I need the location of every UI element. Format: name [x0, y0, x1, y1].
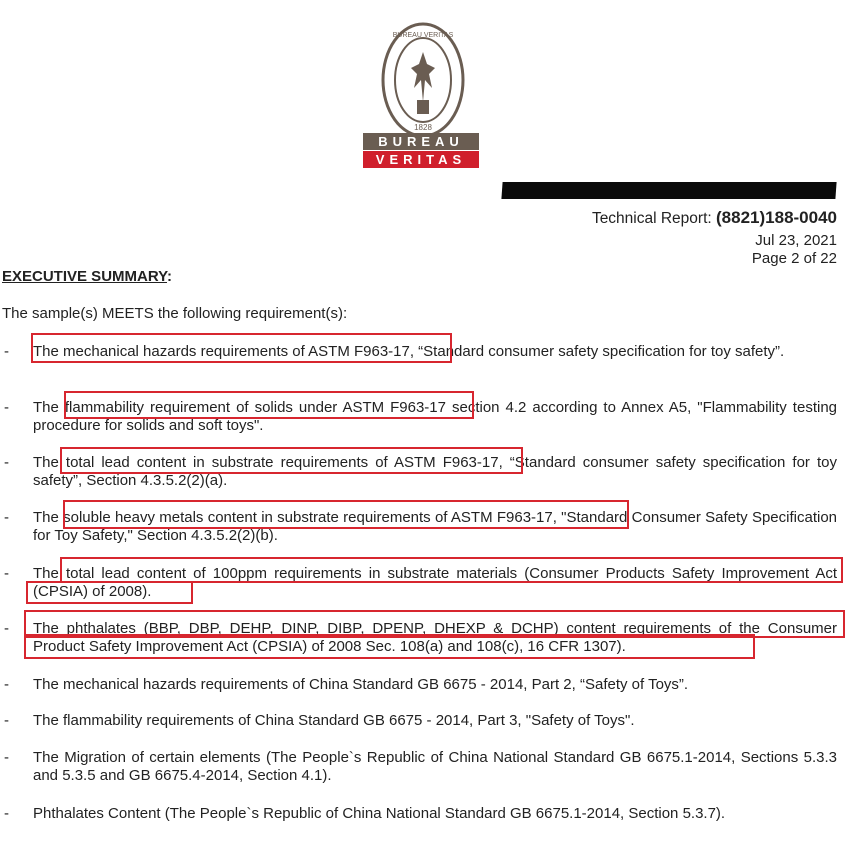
list-item-text: The total lead content of 100ppm requirements in substrate materials (Consumer Products Safety Improvement Act (CPSIA) of 2008). [33, 565, 837, 600]
report-number: (8821)188-0040 [716, 208, 837, 227]
logo-word-bureau: BUREAU [363, 133, 479, 150]
list-item-text: The soluble heavy metals content in substrate requirements of ASTM F963-17, "Standard Consumer Safety Specification for Toy Safety," Section 4.3.5.2(2)(b). [33, 509, 837, 544]
list-item-text: The mechanical hazards requirements of ASTM F963-17, “Standard consumer safety specification for toy safety”. [33, 343, 785, 360]
logo-word-veritas: VERITAS [363, 151, 479, 168]
intro-text: The sample(s) MEETS the following requirement(s): [2, 305, 348, 322]
page-number: Page 2 of 22 [751, 250, 837, 267]
list-item-text: The phthalates (BBP, DBP, DEHP, DINP, DIBP, DPENP, DHEXP & DCHP) content requirements of the Consumer Product Safety Improvement Act (CPSIA) of 2008 Sec. 108(a) and 108(c), 16 CFR 1307). [33, 620, 837, 655]
list-item-text: The flammability requirements of China Standard GB 6675 - 2014, Part 3, "Safety of Toys". [33, 712, 635, 729]
section-title-text: EXECUTIVE SUMMARY [2, 268, 168, 285]
report-date: Jul 23, 2021 [755, 232, 837, 249]
redaction-bar [501, 182, 836, 199]
svg-text:BUREAU VERITAS: BUREAU VERITAS [392, 32, 454, 39]
svg-text:1828: 1828 [414, 123, 432, 132]
list-item-text: The Migration of certain elements (The People`s Republic of China National Standard GB 6675.1-2014, Sections 5.3.3 and 5.3.5 and GB 6675.4-2014, Section 4.1). [33, 749, 837, 784]
list-item-text: The mechanical hazards requirements of China Standard GB 6675 - 2014, Part 2, “Safety of Toys”. [33, 676, 689, 693]
list-item-text: Phthalates Content (The People`s Republic of China National Standard GB 6675.1-2014, Section 5.3.7). [33, 805, 726, 822]
seal-icon [381, 22, 465, 138]
list-item-text: The flammability requirement of solids under ASTM F963-17 section 4.2 according to Annex A5, "Flammability testing procedure for solids and soft toys". [33, 399, 837, 434]
report-label: Technical Report: [591, 210, 712, 227]
list-item-text: The total lead content in substrate requirements of ASTM F963-17, “Standard consumer safety specification for toy safety”, Section 4.3.5.2(2)(a). [33, 454, 837, 489]
report-number-line [592, 208, 837, 228]
section-title: EXECUTIVE SUMMARY: [2, 268, 173, 285]
